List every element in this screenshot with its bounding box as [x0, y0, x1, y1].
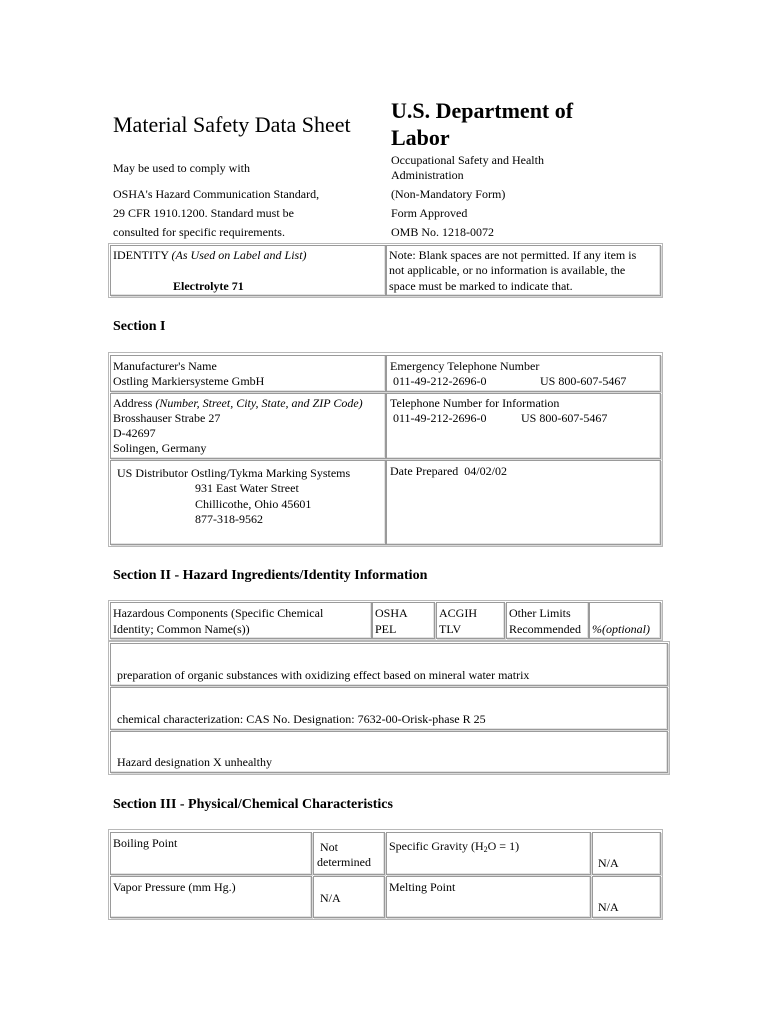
info-phone-2: US 800-607-5467: [521, 411, 608, 425]
dept-title-2: Labor: [391, 125, 450, 150]
osha-header-2: PEL: [375, 622, 397, 636]
header-line-4: consulted for specific requirements.: [113, 225, 285, 239]
emergency-label: Emergency Telephone Number: [390, 359, 540, 373]
osha-header-1: OSHA: [375, 606, 408, 620]
address-label: Address (Number, Street, City, State, and ZIP Code): [113, 396, 363, 410]
emergency-phone-1: 011-49-212-2696-0: [393, 374, 487, 388]
ingredient-text: Hazard designation X unhealthy: [117, 755, 272, 769]
manufacturer-name: Ostling Markiersysteme GmbH: [113, 374, 265, 388]
agency-line-2: Administration: [391, 168, 464, 182]
components-header-2: Identity; Common Name(s)): [113, 622, 250, 636]
form-approved: Form Approved: [391, 206, 468, 220]
omb-number: OMB No. 1218-0072: [391, 225, 495, 239]
distributor-line-2: 931 East Water Street: [195, 481, 299, 495]
boiling-point-value-1: Not: [320, 840, 338, 854]
acgih-header-1: ACGIH: [439, 606, 477, 620]
note-line-3: space must be marked to indicate that.: [389, 279, 573, 293]
product-name: Electrolyte 71: [173, 279, 244, 293]
percent-header: %(optional): [592, 622, 650, 636]
identity-label: IDENTITY (As Used on Label and List): [113, 248, 307, 262]
boiling-point-value-2: determined: [317, 855, 371, 869]
info-phone-label: Telephone Number for Information: [390, 396, 560, 410]
ingredient-text: chemical characterization: CAS No. Designation: 7632-00-Orisk-phase R 25: [117, 712, 486, 726]
note-line-2: not applicable, or no information is available, the: [389, 263, 626, 277]
melting-point-label: Melting Point: [389, 880, 456, 894]
address-line-1: Brosshauser Strabe 27: [113, 411, 221, 425]
other-limits-header-1: Other Limits: [509, 606, 571, 620]
address-line-3: Solingen, Germany: [113, 441, 207, 455]
info-phone-1: 011-49-212-2696-0: [393, 411, 487, 425]
section-1-heading: Section I: [113, 319, 166, 334]
date-prepared: Date Prepared 04/02/02: [390, 464, 507, 478]
acgih-header-2: TLV: [439, 622, 462, 636]
manufacturer-label: Manufacturer's Name: [113, 359, 217, 373]
address-line-2: D-42697: [113, 426, 156, 440]
emergency-phone-2: US 800-607-5467: [540, 374, 627, 388]
specific-gravity-value: N/A: [598, 856, 619, 870]
ingredient-text: preparation of organic substances with oxidizing effect based on mineral water matrix: [117, 668, 530, 682]
header-line-3: 29 CFR 1910.1200. Standard must be: [113, 206, 295, 220]
note-line-1: Note: Blank spaces are not permitted. If any item is: [389, 248, 637, 262]
melting-point-value: N/A: [598, 900, 619, 914]
dept-title-1: U.S. Department of: [391, 98, 574, 123]
agency-line-1: Occupational Safety and Health: [391, 153, 544, 167]
distributor-line-1: US Distributor Ostling/Tykma Marking Systems: [117, 466, 351, 480]
section-3-heading: Section III - Physical/Chemical Characteristics: [113, 797, 393, 812]
boiling-point-label: Boiling Point: [113, 836, 178, 850]
vapor-pressure-value: N/A: [320, 891, 341, 905]
form-type: (Non-Mandatory Form): [391, 187, 506, 201]
header-line-1: May be used to comply with: [113, 161, 250, 175]
distributor-line-3: Chillicothe, Ohio 45601: [195, 497, 312, 511]
specific-gravity-label: Specific Gravity $(H_2O = 1)$: [389, 839, 520, 854]
distributor-line-4: 877-318-9562: [195, 512, 263, 526]
vapor-pressure-label: Vapor Pressure (mm Hg.): [113, 880, 236, 894]
components-header-1: Hazardous Components (Specific Chemical: [113, 606, 324, 620]
header-line-2: OSHA's Hazard Communication Standard,: [113, 187, 320, 201]
form-title: Material Safety Data Sheet: [113, 112, 351, 137]
section-2-heading: Section II - Hazard Ingredients/Identity Information: [113, 568, 428, 583]
other-limits-header-2: Recommended: [509, 622, 581, 636]
